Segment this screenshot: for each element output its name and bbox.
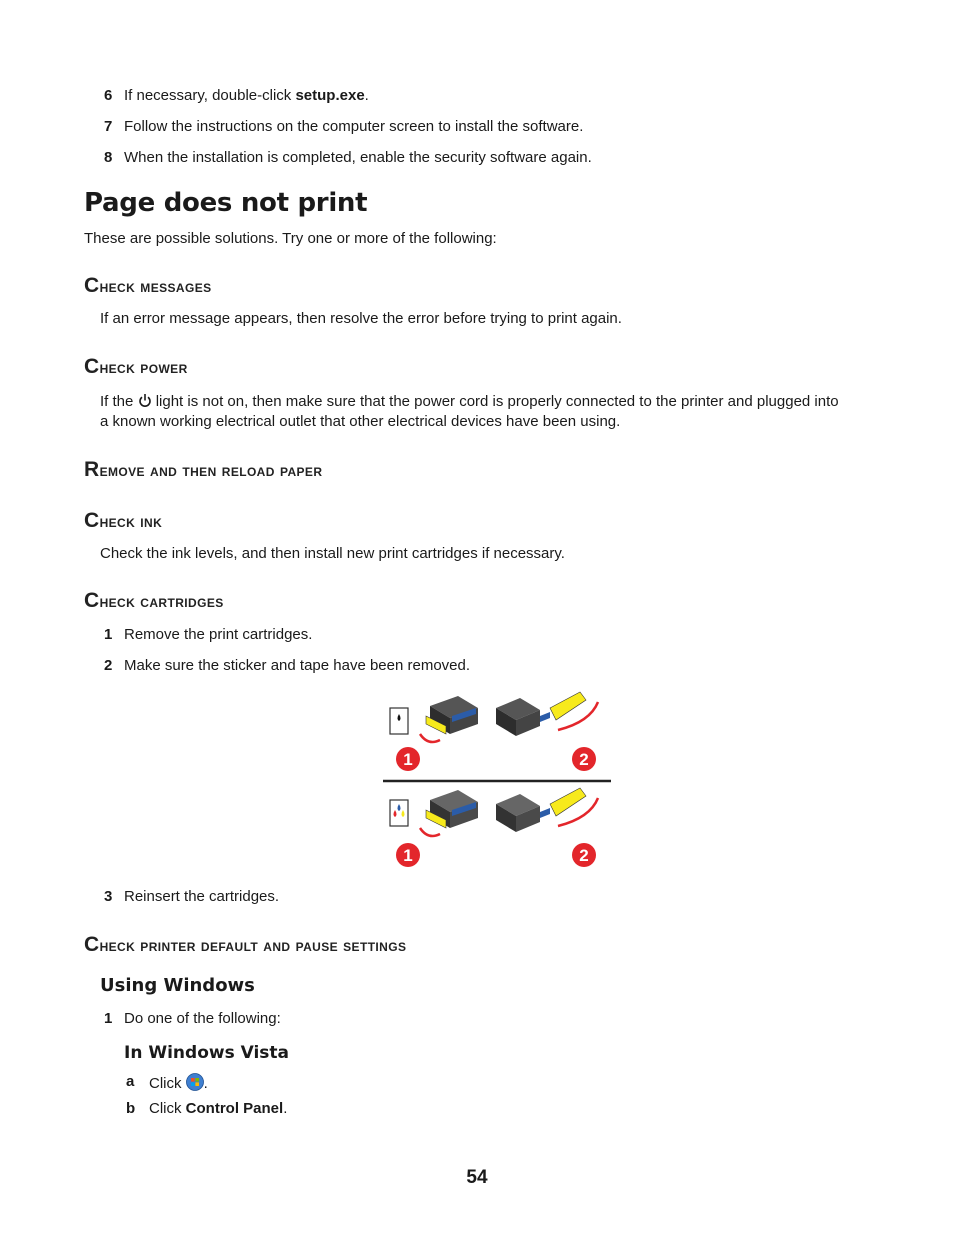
step-number: 1 (104, 1010, 113, 1027)
heading-check-cartridges: Check cartridges (84, 589, 224, 612)
callout-2-label: 2 (579, 750, 589, 769)
windows-start-icon (186, 1073, 204, 1091)
step-text: Remove the print cartridges. (124, 626, 313, 643)
power-text-after: light is not on, then make sure that the power cord is properly connected to the printer and plugged into (151, 393, 839, 410)
step-text: Make sure the sticker and tape have been removed. (124, 657, 471, 674)
step-number: 2 (104, 657, 113, 674)
rotate-arrow-1 (420, 734, 440, 742)
substep-text-end: . (283, 1100, 288, 1117)
substep-text-end: . (203, 1075, 208, 1092)
heading-windows-vista: In Windows Vista (124, 1043, 290, 1063)
page-title: Page does not print (84, 188, 368, 218)
rotate-arrow-2 (420, 828, 440, 836)
check-messages-text: If an error message appears, then resolve the error before trying to print again. (100, 310, 622, 327)
color-cartridge-with-tape (426, 790, 478, 828)
black-cartridge-with-tape (426, 696, 478, 734)
substep-text: Click (149, 1075, 186, 1092)
step-text: Do one of the following: (124, 1010, 281, 1027)
heading-check-power: Check power (84, 355, 188, 378)
callout-2-label: 2 (579, 846, 589, 865)
heading-check-ink: Check ink (84, 509, 163, 532)
step-number: 7 (104, 118, 113, 135)
step-number: 8 (104, 149, 113, 166)
color-cartridge-tape-removed (496, 788, 586, 832)
step-text: Follow the instructions on the computer screen to install the software. (124, 118, 584, 135)
page-number: 54 (466, 1167, 488, 1188)
step-text: Reinsert the cartridges. (124, 888, 280, 905)
heading-remove-reload-paper: Remove and then reload paper (84, 458, 323, 481)
step-text-end: . (364, 87, 369, 104)
subheading-using-windows: Using Windows (100, 975, 255, 996)
check-ink-text: Check the ink levels, and then install new print cartridges if necessary. (100, 545, 565, 562)
check-power-text-line2: a known working electrical outlet that other electrical devices have been using. (100, 413, 621, 430)
callout-1-label: 1 (403, 750, 413, 769)
heading-check-printer-default: Check printer default and pause settings (84, 933, 407, 956)
step-text: If necessary, double-click (124, 87, 296, 104)
step-text: When the installation is completed, enable the security software again. (124, 149, 592, 166)
color-ink-icon (390, 800, 408, 826)
intro-text: These are possible solutions. Try one or more of the following: (84, 230, 497, 247)
black-cartridge-tape-removed (496, 692, 586, 736)
step-number: 1 (104, 626, 113, 643)
control-panel-label: Control Panel (185, 1100, 284, 1117)
step-number: 3 (104, 888, 113, 905)
substep-letter: a (126, 1073, 135, 1090)
substep-text: Click (149, 1100, 186, 1117)
heading-check-messages: Check messages (84, 274, 212, 297)
check-power-text (100, 392, 839, 412)
substep-letter: b (126, 1100, 136, 1117)
power-text-before: If the (100, 393, 138, 410)
cartridge-figure (380, 686, 614, 872)
setup-exe-label: setup.exe (295, 87, 365, 104)
black-ink-icon (390, 708, 408, 734)
power-icon (138, 393, 152, 408)
callout-1-label: 1 (403, 846, 413, 865)
step-number: 6 (104, 87, 113, 104)
